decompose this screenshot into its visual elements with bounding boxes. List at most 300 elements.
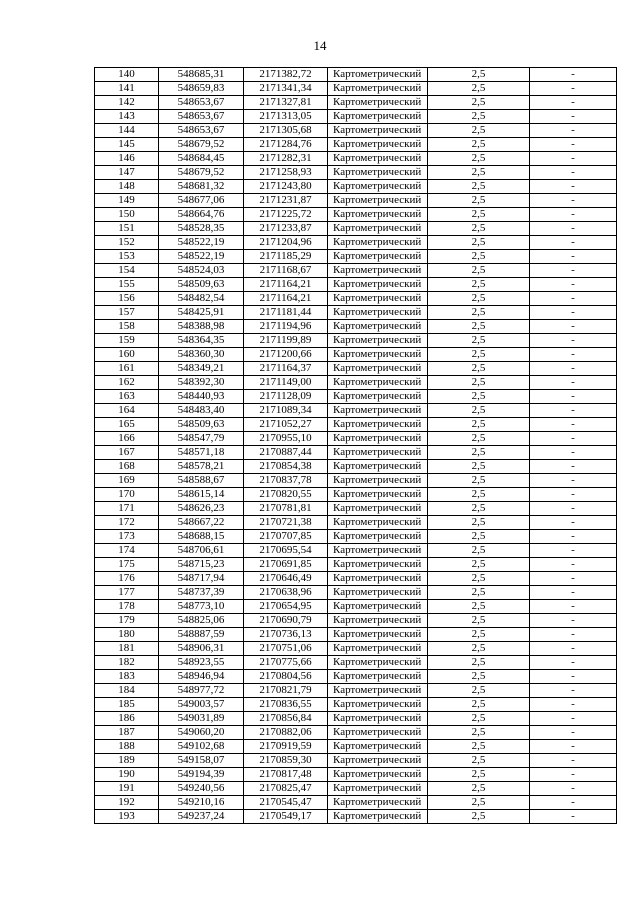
point-number-cell: 151	[95, 222, 159, 236]
point-number-cell: 147	[95, 166, 159, 180]
point-number-cell: 163	[95, 390, 159, 404]
table-row	[95, 138, 617, 152]
note-cell: -	[530, 628, 617, 642]
table-row	[95, 586, 617, 600]
method-cell: Картометрический	[328, 656, 428, 670]
accuracy-cell: 2,5	[428, 572, 530, 586]
x-coordinate-cell: 548440,93	[159, 390, 244, 404]
table-row	[95, 222, 617, 236]
table-row	[95, 334, 617, 348]
x-coordinate-cell: 548524,03	[159, 264, 244, 278]
x-coordinate-cell: 548887,59	[159, 628, 244, 642]
accuracy-cell: 2,5	[428, 684, 530, 698]
method-cell: Картометрический	[328, 208, 428, 222]
y-coordinate-cell: 2171164,21	[244, 278, 328, 292]
table-row	[95, 292, 617, 306]
x-coordinate-cell: 548688,15	[159, 530, 244, 544]
point-number-cell: 145	[95, 138, 159, 152]
table-row	[95, 698, 617, 712]
point-number-cell: 150	[95, 208, 159, 222]
note-cell: -	[530, 726, 617, 740]
x-coordinate-cell: 548679,52	[159, 166, 244, 180]
point-number-cell: 168	[95, 460, 159, 474]
note-cell: -	[530, 572, 617, 586]
x-coordinate-cell: 549237,24	[159, 810, 244, 824]
accuracy-cell: 2,5	[428, 782, 530, 796]
method-cell: Картометрический	[328, 628, 428, 642]
method-cell: Картометрический	[328, 558, 428, 572]
table-row	[95, 264, 617, 278]
point-number-cell: 179	[95, 614, 159, 628]
accuracy-cell: 2,5	[428, 796, 530, 810]
table-row	[95, 250, 617, 264]
point-number-cell: 141	[95, 82, 159, 96]
note-cell: -	[530, 250, 617, 264]
x-coordinate-cell: 548364,35	[159, 334, 244, 348]
accuracy-cell: 2,5	[428, 432, 530, 446]
note-cell: -	[530, 348, 617, 362]
point-number-cell: 177	[95, 586, 159, 600]
note-cell: -	[530, 670, 617, 684]
y-coordinate-cell: 2170638,96	[244, 586, 328, 600]
table-row	[95, 726, 617, 740]
point-number-cell: 140	[95, 68, 159, 82]
x-coordinate-cell: 548706,61	[159, 544, 244, 558]
x-coordinate-cell: 548578,21	[159, 460, 244, 474]
x-coordinate-cell: 548667,22	[159, 516, 244, 530]
accuracy-cell: 2,5	[428, 418, 530, 432]
note-cell: -	[530, 642, 617, 656]
point-number-cell: 189	[95, 754, 159, 768]
point-number-cell: 175	[95, 558, 159, 572]
x-coordinate-cell: 548528,35	[159, 222, 244, 236]
x-coordinate-cell: 548509,63	[159, 278, 244, 292]
note-cell: -	[530, 460, 617, 474]
x-coordinate-cell: 548653,67	[159, 96, 244, 110]
y-coordinate-cell: 2170545,47	[244, 796, 328, 810]
accuracy-cell: 2,5	[428, 404, 530, 418]
page-number: 14	[313, 38, 327, 53]
method-cell: Картометрический	[328, 110, 428, 124]
point-number-cell: 167	[95, 446, 159, 460]
table-row	[95, 530, 617, 544]
note-cell: -	[530, 684, 617, 698]
table-row	[95, 754, 617, 768]
table-row	[95, 194, 617, 208]
table-row	[95, 572, 617, 586]
method-cell: Картометрический	[328, 166, 428, 180]
point-number-cell: 149	[95, 194, 159, 208]
table-row	[95, 642, 617, 656]
y-coordinate-cell: 2170690,79	[244, 614, 328, 628]
x-coordinate-cell: 548626,23	[159, 502, 244, 516]
method-cell: Картометрический	[328, 642, 428, 656]
note-cell: -	[530, 334, 617, 348]
accuracy-cell: 2,5	[428, 166, 530, 180]
point-number-cell: 164	[95, 404, 159, 418]
x-coordinate-cell: 548349,21	[159, 362, 244, 376]
accuracy-cell: 2,5	[428, 236, 530, 250]
point-number-cell: 192	[95, 796, 159, 810]
note-cell: -	[530, 180, 617, 194]
note-cell: -	[530, 796, 617, 810]
x-coordinate-cell: 549060,20	[159, 726, 244, 740]
accuracy-cell: 2,5	[428, 348, 530, 362]
point-number-cell: 178	[95, 600, 159, 614]
method-cell: Картометрический	[328, 348, 428, 362]
accuracy-cell: 2,5	[428, 82, 530, 96]
method-cell: Картометрический	[328, 544, 428, 558]
note-cell: -	[530, 110, 617, 124]
x-coordinate-cell: 548684,45	[159, 152, 244, 166]
table-row	[95, 516, 617, 530]
method-cell: Картометрический	[328, 334, 428, 348]
y-coordinate-cell: 2171164,21	[244, 292, 328, 306]
method-cell: Картометрический	[328, 306, 428, 320]
y-coordinate-cell: 2171204,96	[244, 236, 328, 250]
accuracy-cell: 2,5	[428, 558, 530, 572]
x-coordinate-cell: 548715,23	[159, 558, 244, 572]
point-number-cell: 183	[95, 670, 159, 684]
table-row	[95, 656, 617, 670]
method-cell: Картометрический	[328, 194, 428, 208]
point-number-cell: 154	[95, 264, 159, 278]
note-cell: -	[530, 656, 617, 670]
accuracy-cell: 2,5	[428, 306, 530, 320]
note-cell: -	[530, 82, 617, 96]
table-row	[95, 110, 617, 124]
x-coordinate-cell: 548653,67	[159, 110, 244, 124]
method-cell: Картометрический	[328, 278, 428, 292]
x-coordinate-cell: 549158,07	[159, 754, 244, 768]
method-cell: Картометрический	[328, 474, 428, 488]
coordinates-table	[94, 67, 617, 824]
x-coordinate-cell: 549240,56	[159, 782, 244, 796]
accuracy-cell: 2,5	[428, 278, 530, 292]
y-coordinate-cell: 2171341,34	[244, 82, 328, 96]
table-row	[95, 236, 617, 250]
accuracy-cell: 2,5	[428, 180, 530, 194]
note-cell: -	[530, 278, 617, 292]
accuracy-cell: 2,5	[428, 152, 530, 166]
method-cell: Картометрический	[328, 740, 428, 754]
note-cell: -	[530, 502, 617, 516]
accuracy-cell: 2,5	[428, 768, 530, 782]
point-number-cell: 144	[95, 124, 159, 138]
method-cell: Картометрический	[328, 250, 428, 264]
x-coordinate-cell: 548425,91	[159, 306, 244, 320]
method-cell: Картометрический	[328, 124, 428, 138]
method-cell: Картометрический	[328, 82, 428, 96]
accuracy-cell: 2,5	[428, 138, 530, 152]
table-row	[95, 278, 617, 292]
table-row	[95, 740, 617, 754]
note-cell: -	[530, 544, 617, 558]
point-number-cell: 159	[95, 334, 159, 348]
method-cell: Картометрический	[328, 376, 428, 390]
accuracy-cell: 2,5	[428, 642, 530, 656]
point-number-cell: 184	[95, 684, 159, 698]
accuracy-cell: 2,5	[428, 292, 530, 306]
y-coordinate-cell: 2171164,37	[244, 362, 328, 376]
y-coordinate-cell: 2170691,85	[244, 558, 328, 572]
table-row	[95, 502, 617, 516]
y-coordinate-cell: 2170549,17	[244, 810, 328, 824]
method-cell: Картометрический	[328, 432, 428, 446]
y-coordinate-cell: 2171225,72	[244, 208, 328, 222]
x-coordinate-cell: 548679,52	[159, 138, 244, 152]
note-cell: -	[530, 558, 617, 572]
note-cell: -	[530, 810, 617, 824]
note-cell: -	[530, 362, 617, 376]
table-row	[95, 712, 617, 726]
x-coordinate-cell: 548664,76	[159, 208, 244, 222]
y-coordinate-cell: 2170707,85	[244, 530, 328, 544]
note-cell: -	[530, 488, 617, 502]
table-row	[95, 628, 617, 642]
table-row	[95, 796, 617, 810]
note-cell: -	[530, 446, 617, 460]
x-coordinate-cell: 548522,19	[159, 250, 244, 264]
note-cell: -	[530, 418, 617, 432]
point-number-cell: 142	[95, 96, 159, 110]
table-row	[95, 810, 617, 824]
point-number-cell: 157	[95, 306, 159, 320]
accuracy-cell: 2,5	[428, 208, 530, 222]
note-cell: -	[530, 530, 617, 544]
y-coordinate-cell: 2171282,31	[244, 152, 328, 166]
note-cell: -	[530, 782, 617, 796]
accuracy-cell: 2,5	[428, 544, 530, 558]
accuracy-cell: 2,5	[428, 740, 530, 754]
table-row	[95, 670, 617, 684]
point-number-cell: 181	[95, 642, 159, 656]
point-number-cell: 153	[95, 250, 159, 264]
point-number-cell: 185	[95, 698, 159, 712]
note-cell: -	[530, 404, 617, 418]
note-cell: -	[530, 124, 617, 138]
x-coordinate-cell: 548547,79	[159, 432, 244, 446]
method-cell: Картометрический	[328, 292, 428, 306]
method-cell: Картометрический	[328, 460, 428, 474]
note-cell: -	[530, 474, 617, 488]
y-coordinate-cell: 2171181,44	[244, 306, 328, 320]
y-coordinate-cell: 2171313,05	[244, 110, 328, 124]
table-row	[95, 418, 617, 432]
method-cell: Картометрический	[328, 138, 428, 152]
note-cell: -	[530, 600, 617, 614]
y-coordinate-cell: 2170646,49	[244, 572, 328, 586]
table-row	[95, 376, 617, 390]
y-coordinate-cell: 2171231,87	[244, 194, 328, 208]
table-row	[95, 768, 617, 782]
y-coordinate-cell: 2171284,76	[244, 138, 328, 152]
x-coordinate-cell: 549194,39	[159, 768, 244, 782]
table-row	[95, 544, 617, 558]
point-number-cell: 173	[95, 530, 159, 544]
method-cell: Картометрический	[328, 726, 428, 740]
method-cell: Картометрический	[328, 712, 428, 726]
x-coordinate-cell: 548615,14	[159, 488, 244, 502]
x-coordinate-cell: 548483,40	[159, 404, 244, 418]
accuracy-cell: 2,5	[428, 670, 530, 684]
point-number-cell: 171	[95, 502, 159, 516]
note-cell: -	[530, 320, 617, 334]
point-number-cell: 191	[95, 782, 159, 796]
x-coordinate-cell: 548681,32	[159, 180, 244, 194]
x-coordinate-cell: 548482,54	[159, 292, 244, 306]
y-coordinate-cell: 2170882,06	[244, 726, 328, 740]
x-coordinate-cell: 548737,39	[159, 586, 244, 600]
note-cell: -	[530, 390, 617, 404]
y-coordinate-cell: 2170854,38	[244, 460, 328, 474]
method-cell: Картометрический	[328, 516, 428, 530]
y-coordinate-cell: 2171089,34	[244, 404, 328, 418]
x-coordinate-cell: 548360,30	[159, 348, 244, 362]
table-row	[95, 446, 617, 460]
note-cell: -	[530, 194, 617, 208]
method-cell: Картометрический	[328, 698, 428, 712]
note-cell: -	[530, 768, 617, 782]
method-cell: Картометрический	[328, 530, 428, 544]
y-coordinate-cell: 2171327,81	[244, 96, 328, 110]
note-cell: -	[530, 96, 617, 110]
y-coordinate-cell: 2170919,59	[244, 740, 328, 754]
note-cell: -	[530, 292, 617, 306]
x-coordinate-cell: 548677,06	[159, 194, 244, 208]
point-number-cell: 169	[95, 474, 159, 488]
accuracy-cell: 2,5	[428, 502, 530, 516]
point-number-cell: 182	[95, 656, 159, 670]
x-coordinate-cell: 548825,06	[159, 614, 244, 628]
y-coordinate-cell: 2171200,66	[244, 348, 328, 362]
note-cell: -	[530, 614, 617, 628]
method-cell: Картометрический	[328, 264, 428, 278]
accuracy-cell: 2,5	[428, 488, 530, 502]
method-cell: Картометрический	[328, 390, 428, 404]
y-coordinate-cell: 2170695,54	[244, 544, 328, 558]
method-cell: Картометрический	[328, 754, 428, 768]
accuracy-cell: 2,5	[428, 320, 530, 334]
accuracy-cell: 2,5	[428, 68, 530, 82]
y-coordinate-cell: 2171149,00	[244, 376, 328, 390]
method-cell: Картометрический	[328, 180, 428, 194]
accuracy-cell: 2,5	[428, 628, 530, 642]
table-row	[95, 782, 617, 796]
x-coordinate-cell: 548392,30	[159, 376, 244, 390]
point-number-cell: 165	[95, 418, 159, 432]
table-row	[95, 208, 617, 222]
x-coordinate-cell: 548906,31	[159, 642, 244, 656]
y-coordinate-cell: 2170654,95	[244, 600, 328, 614]
point-number-cell: 155	[95, 278, 159, 292]
accuracy-cell: 2,5	[428, 726, 530, 740]
y-coordinate-cell: 2171258,93	[244, 166, 328, 180]
method-cell: Картометрический	[328, 152, 428, 166]
table-row	[95, 166, 617, 180]
x-coordinate-cell: 549003,57	[159, 698, 244, 712]
y-coordinate-cell: 2170820,55	[244, 488, 328, 502]
y-coordinate-cell: 2170837,78	[244, 474, 328, 488]
x-coordinate-cell: 548653,67	[159, 124, 244, 138]
y-coordinate-cell: 2170804,56	[244, 670, 328, 684]
x-coordinate-cell: 548977,72	[159, 684, 244, 698]
method-cell: Картометрический	[328, 796, 428, 810]
table-row	[95, 320, 617, 334]
note-cell: -	[530, 152, 617, 166]
table-row	[95, 404, 617, 418]
point-number-cell: 161	[95, 362, 159, 376]
accuracy-cell: 2,5	[428, 698, 530, 712]
y-coordinate-cell: 2171128,09	[244, 390, 328, 404]
note-cell: -	[530, 754, 617, 768]
note-cell: -	[530, 306, 617, 320]
y-coordinate-cell: 2171194,96	[244, 320, 328, 334]
y-coordinate-cell: 2171382,72	[244, 68, 328, 82]
table-row	[95, 390, 617, 404]
accuracy-cell: 2,5	[428, 96, 530, 110]
point-number-cell: 166	[95, 432, 159, 446]
point-number-cell: 176	[95, 572, 159, 586]
x-coordinate-cell: 548773,10	[159, 600, 244, 614]
point-number-cell: 152	[95, 236, 159, 250]
accuracy-cell: 2,5	[428, 614, 530, 628]
table-row	[95, 558, 617, 572]
x-coordinate-cell: 549102,68	[159, 740, 244, 754]
note-cell: -	[530, 740, 617, 754]
method-cell: Картометрический	[328, 404, 428, 418]
y-coordinate-cell: 2170781,81	[244, 502, 328, 516]
x-coordinate-cell: 549031,89	[159, 712, 244, 726]
note-cell: -	[530, 586, 617, 600]
y-coordinate-cell: 2170775,66	[244, 656, 328, 670]
accuracy-cell: 2,5	[428, 250, 530, 264]
point-number-cell: 190	[95, 768, 159, 782]
y-coordinate-cell: 2170859,30	[244, 754, 328, 768]
point-number-cell: 180	[95, 628, 159, 642]
method-cell: Картометрический	[328, 320, 428, 334]
point-number-cell: 193	[95, 810, 159, 824]
accuracy-cell: 2,5	[428, 656, 530, 670]
accuracy-cell: 2,5	[428, 264, 530, 278]
x-coordinate-cell: 548946,94	[159, 670, 244, 684]
point-number-cell: 162	[95, 376, 159, 390]
accuracy-cell: 2,5	[428, 460, 530, 474]
table-row	[95, 180, 617, 194]
note-cell: -	[530, 68, 617, 82]
accuracy-cell: 2,5	[428, 376, 530, 390]
method-cell: Картометрический	[328, 418, 428, 432]
y-coordinate-cell: 2170736,13	[244, 628, 328, 642]
accuracy-cell: 2,5	[428, 222, 530, 236]
method-cell: Картометрический	[328, 600, 428, 614]
accuracy-cell: 2,5	[428, 600, 530, 614]
method-cell: Картометрический	[328, 810, 428, 824]
note-cell: -	[530, 222, 617, 236]
x-coordinate-cell: 548522,19	[159, 236, 244, 250]
table-row	[95, 488, 617, 502]
point-number-cell: 158	[95, 320, 159, 334]
point-number-cell: 160	[95, 348, 159, 362]
x-coordinate-cell: 548588,67	[159, 474, 244, 488]
y-coordinate-cell: 2171243,80	[244, 180, 328, 194]
accuracy-cell: 2,5	[428, 390, 530, 404]
y-coordinate-cell: 2171199,89	[244, 334, 328, 348]
y-coordinate-cell: 2171305,68	[244, 124, 328, 138]
accuracy-cell: 2,5	[428, 516, 530, 530]
table-row	[95, 614, 617, 628]
point-number-cell: 172	[95, 516, 159, 530]
